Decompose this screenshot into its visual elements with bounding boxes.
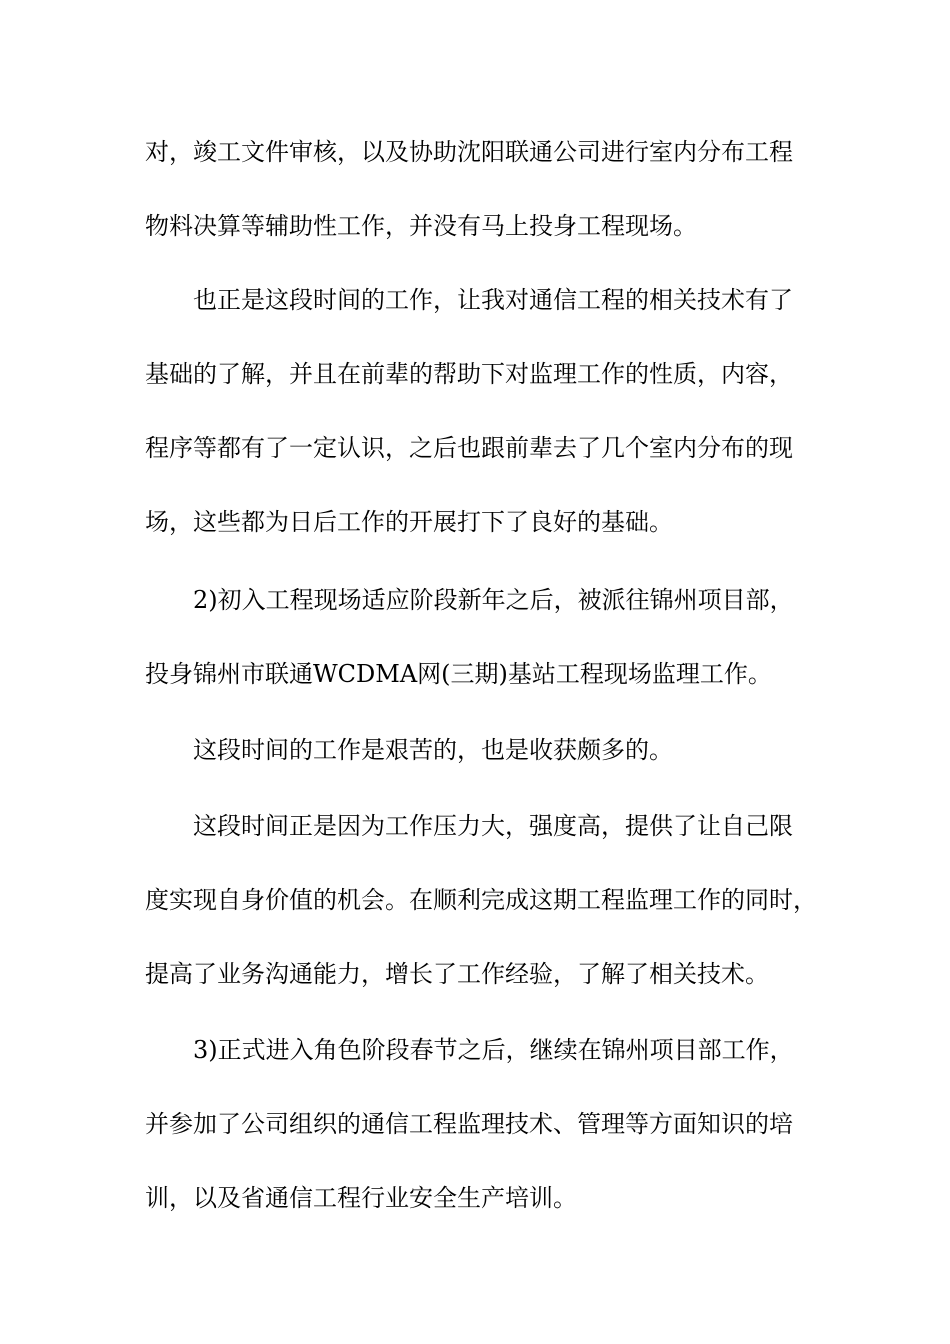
text-line-3: 也正是这段时间的工作，让我对通信工程的相关技术有了 bbox=[193, 286, 793, 314]
text-line-10: 这段时间正是因为工作压力大，强度高，提供了让自己限 bbox=[193, 812, 793, 840]
text-line-8: 投身锦州市联通WCDMA网(三期)基站工程现场监理工作。 bbox=[145, 660, 772, 688]
text-line-7: 2)初入工程现场适应阶段新年之后，被派往锦州项目部， bbox=[193, 586, 794, 614]
text-line-4: 基础的了解，并且在前辈的帮助下对监理工作的性质，内容， bbox=[145, 360, 793, 388]
text-line-12: 提高了业务沟通能力，增长了工作经验，了解了相关技术。 bbox=[145, 960, 769, 988]
text-line-11: 度实现自身价值的机会。在顺利完成这期工程监理工作的同时， bbox=[145, 886, 817, 914]
text-line-5: 程序等都有了一定认识，之后也跟前辈去了几个室内分布的现 bbox=[145, 434, 793, 462]
text-line-6: 场，这些都为日后工作的开展打下了良好的基础。 bbox=[145, 508, 673, 536]
text-line-1: 对，竣工文件审核，以及协助沈阳联通公司进行室内分布工程 bbox=[145, 138, 793, 166]
text-line-13: 3)正式进入角色阶段春节之后，继续在锦州项目部工作， bbox=[193, 1036, 794, 1064]
text-line-9: 这段时间的工作是艰苦的，也是收获颇多的。 bbox=[193, 736, 673, 764]
text-line-2: 物料决算等辅助性工作，并没有马上投身工程现场。 bbox=[145, 212, 697, 240]
text-line-15: 训，以及省通信工程行业安全生产培训。 bbox=[145, 1184, 577, 1212]
text-line-14: 并参加了公司组织的通信工程监理技术、管理等方面知识的培 bbox=[145, 1110, 793, 1138]
